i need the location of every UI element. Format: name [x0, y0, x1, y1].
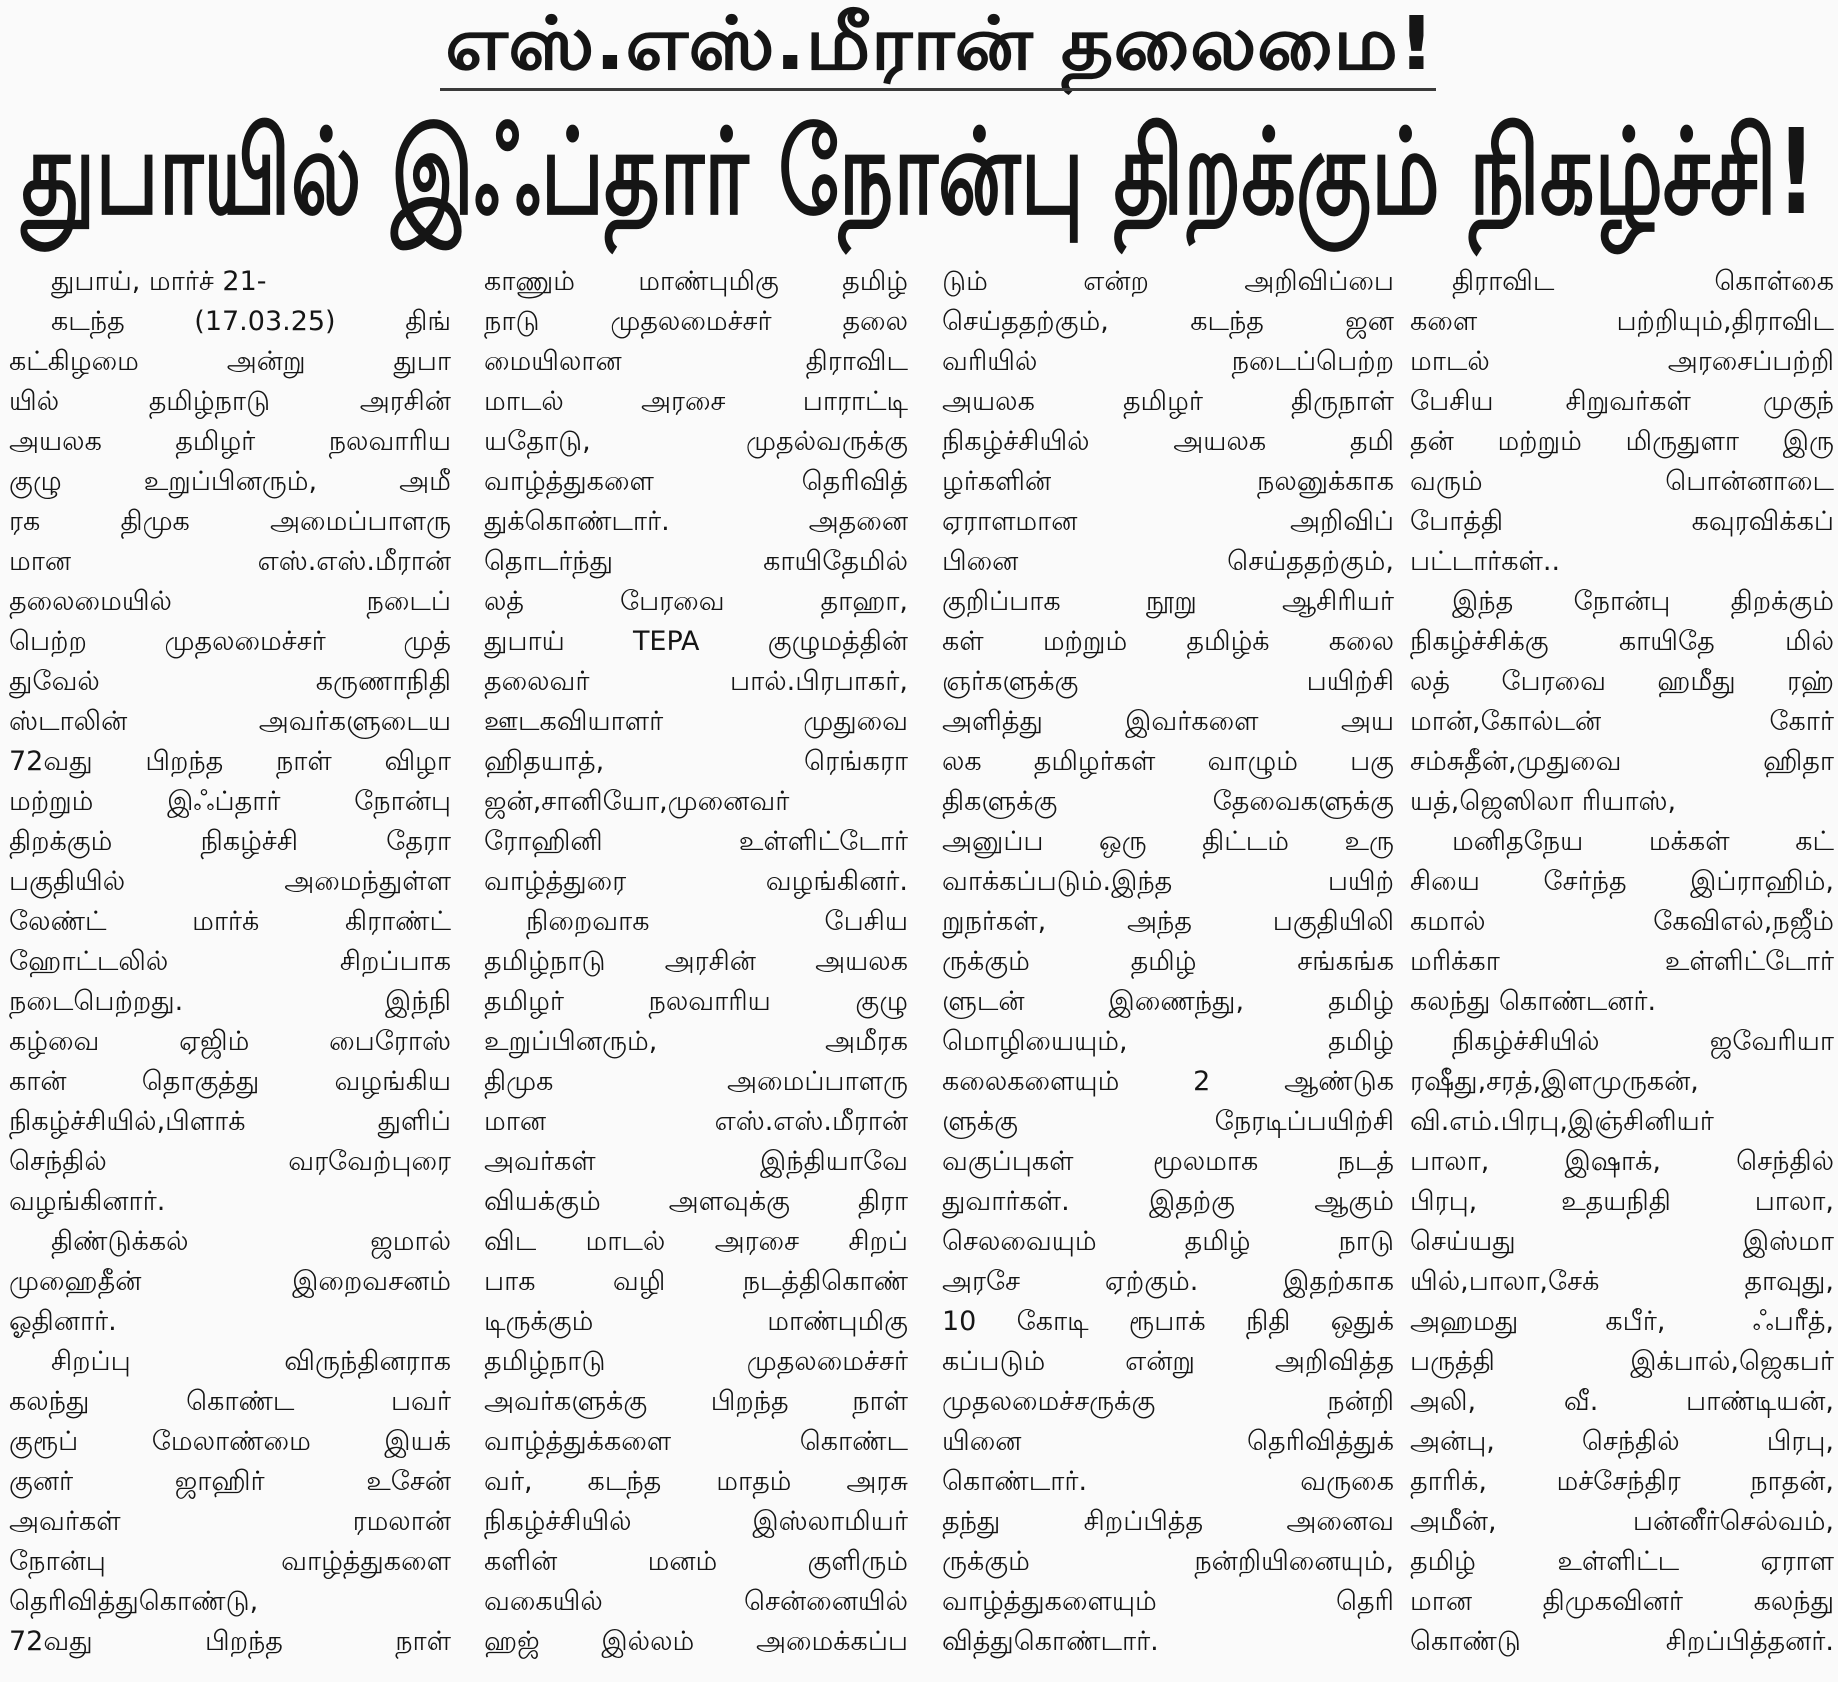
text-line: ஜன்,சானியோ,முனைவர் [484, 786, 790, 817]
text-line: குரூப் மேலாண்மை இயக் [9, 1426, 451, 1457]
text-line: பாலா, இஷாக், செந்தில் [1410, 1146, 1834, 1177]
text-line: குறிப்பாக நூறு ஆசிரியர் [942, 586, 1394, 617]
text-line: மற்றும் இஃப்தார் நோன்பு [9, 786, 451, 817]
text-line: அளித்து இவர்களை அய [942, 706, 1394, 737]
text-line: துவார்கள். இதற்கு ஆகும் [942, 1186, 1394, 1217]
text-line: தன் மற்றும் மிருதுளா இரு [1410, 426, 1834, 457]
text-line: நிகழ்ச்சியில் அயலக தமி [942, 426, 1394, 457]
text-line: ஸ்டாலின் அவர்களுடைய [9, 706, 451, 737]
text-line: பேசிய சிறுவர்கள் முகுந் [1410, 386, 1834, 417]
text-line: துபாய் TEPA குழுமத்தின் [484, 626, 908, 657]
text-line: இந்த நோன்பு திறக்கும் [1452, 586, 1834, 617]
text-line: கலந்து கொண்ட பவர் [9, 1386, 451, 1417]
text-line: திமுக அமைப்பாளரு [484, 1066, 908, 1097]
text-line: தலைவர் பால்.பிரபாகர், [484, 666, 908, 697]
text-line: கமால் கேவிஎல்,நஜீம் [1410, 906, 1834, 937]
text-line: அரசே ஏற்கும். இதற்காக [942, 1266, 1394, 1297]
text-line: தொடர்ந்து காயிதேமில் [484, 546, 908, 577]
text-line: திகளுக்கு தேவைகளுக்கு [942, 786, 1394, 817]
text-line: சியை சேர்ந்த இப்ராஹிம், [1410, 866, 1834, 897]
text-line: ளுக்கு நேரடிப்பயிற்சி [942, 1106, 1394, 1137]
text-line: மான எஸ்.எஸ்.மீரான் [484, 1106, 908, 1137]
text-line: வரும் பொன்னாடை [1410, 466, 1834, 497]
text-line: பாக வழி நடத்திகொண் [484, 1266, 908, 1297]
text-line: ஓதினார். [9, 1306, 117, 1337]
text-line: 72வது பிறந்த நாள் [9, 1626, 451, 1657]
text-line: வாழ்த்துகளை தெரிவித் [484, 466, 908, 497]
text-line: கப்படும் என்று அறிவித்த [942, 1346, 1394, 1377]
text-line: வரியில் நடைப்பெற்ற [942, 346, 1394, 377]
text-line: குனர் ஜாஹிர் உசேன் [9, 1466, 451, 1497]
text-line: களின் மனம் குளிரும் [484, 1546, 908, 1577]
text-line: வகுப்புகள் மூலமாக நடத் [942, 1146, 1394, 1177]
text-line: பருத்தி இக்பால்,ஜெகபர் [1410, 1346, 1834, 1377]
text-line: பட்டார்கள்.. [1410, 546, 1561, 577]
text-line: மையிலான திராவிட [484, 346, 908, 377]
text-line: களை பற்றியும்,திராவிட [1410, 306, 1834, 337]
text-line: செய்யது இஸ்மா [1410, 1226, 1834, 1257]
text-line: ஹோட்டலில் சிறப்பாக [9, 946, 451, 977]
text-line: செந்தில் வரவேற்புரை [9, 1146, 451, 1177]
article-column-4 [1410, 262, 1834, 1662]
text-line: தமிழ்நாடு முதலமைச்சர் [484, 1346, 908, 1377]
text-line: முதலமைச்சருக்கு நன்றி [942, 1386, 1394, 1417]
text-line: பிரபு, உதயநிதி பாலா, [1410, 1186, 1834, 1217]
text-line: நிகழ்ச்சியில்,பிளாக் துளிப் [9, 1106, 451, 1137]
text-line: உறுப்பினரும், அமீரக [484, 1026, 908, 1057]
text-line: வி.எம்.பிரபு,இஞ்சினியர் [1410, 1106, 1714, 1137]
text-line: துவேல் கருணாநிதி [9, 666, 451, 697]
text-line: கடந்த (17.03.25) திங் [51, 306, 451, 337]
text-line: வித்துகொண்டார். [942, 1626, 1159, 1657]
text-line: திராவிட கொள்கை [1452, 266, 1834, 297]
text-line: மாடல் அரசைப்பற்றி [1410, 346, 1834, 377]
text-line: 10 கோடி ரூபாக் நிதி ஒதுக் [942, 1306, 1394, 1337]
text-line: மனிதநேய மக்கள் கட் [1452, 826, 1834, 857]
text-line: திறக்கும் நிகழ்ச்சி தேரா [9, 826, 451, 857]
text-line: வாழ்த்துரை வழங்கினர். [484, 866, 908, 897]
text-line: அவர்கள் ரமலான் [9, 1506, 451, 1537]
text-line: ரோஹினி உள்ளிட்டோர் [484, 826, 908, 857]
text-line: மாடல் அரசை பாராட்டி [484, 386, 908, 417]
text-line: முஹைதீன் இறைவசனம் [9, 1266, 451, 1297]
text-line: கொண்டார். வருகை [942, 1466, 1394, 1497]
text-line: லக தமிழர்கள் வாழும் பகு [942, 746, 1394, 777]
text-line: கலைகளையும் 2 ஆண்டுக [942, 1066, 1394, 1097]
text-line: கழ்வை ஏஜிம் பைரோஸ் [9, 1026, 451, 1057]
text-line: ளுடன் இணைந்து, தமிழ் [942, 986, 1394, 1017]
text-line: பெற்ற முதலமைச்சர் முத் [9, 626, 451, 657]
text-line: தலைமையில் நடைப் [9, 586, 451, 617]
text-line: போத்தி கவுரவிக்கப் [1410, 506, 1834, 537]
text-line: அஹமது கபீர், ஃபரீத், [1410, 1306, 1834, 1337]
text-line: அவர்கள் இந்தியாவே [484, 1146, 908, 1177]
text-line: அவர்களுக்கு பிறந்த நாள் [484, 1386, 908, 1417]
text-line: லேண்ட் மார்க் கிராண்ட் [9, 906, 451, 937]
text-line: சிறப்பு விருந்தினராக [51, 1346, 451, 1377]
text-line: தெரிவித்துகொண்டு, [9, 1586, 259, 1617]
text-line: தமிழ்நாடு அரசின் அயலக [484, 946, 908, 977]
text-line: யினை தெரிவித்துக் [942, 1426, 1394, 1457]
text-line: அயலக தமிழர் திருநாள் [942, 386, 1394, 417]
text-line: தமிழ் உள்ளிட்ட ஏராள [1410, 1546, 1834, 1577]
text-line: வாழ்த்துகளையும் தெரி [942, 1586, 1394, 1617]
text-line: தமிழர் நலவாரிய குழு [484, 986, 908, 1017]
text-line: நாடு முதலமைச்சர் தலை [484, 306, 908, 337]
text-line: சம்சுதீன்,முதுவை ஹிதா [1410, 746, 1834, 777]
dateline: துபாய், மார்ச் 21- [51, 266, 267, 297]
text-line: மரிக்கா உள்ளிட்டோர் [1410, 946, 1834, 977]
text-line: ஹிதயாத், ரெங்கரா [484, 746, 908, 777]
text-line: ழர்களின் நலனுக்காக [942, 466, 1394, 497]
headline-title-container [22, 96, 1816, 248]
text-line: அன்பு, செந்தில் பிரபு, [1410, 1426, 1834, 1457]
text-line: லத் பேரவை ஹமீது ரஹ் [1410, 666, 1834, 697]
text-line: ரஷீது,சரத்,இளமுருகன், [1410, 1066, 1699, 1097]
headline-kicker-container [445, 2, 1435, 86]
text-line: கள் மற்றும் தமிழ்க் கலை [942, 626, 1394, 657]
text-line: ஊடகவியாளர் முதுவை [484, 706, 908, 737]
text-line: ருக்கும் தமிழ் சங்கங்க [942, 946, 1394, 977]
text-line: மான எஸ்.எஸ்.மீரான் [9, 546, 451, 577]
text-line: மான திமுகவினர் கலந்து [1410, 1586, 1834, 1617]
article-column-2 [484, 262, 908, 1662]
text-line: செய்ததற்கும், கடந்த ஜன [942, 306, 1394, 337]
article-column-3 [942, 262, 1394, 1662]
text-line: நடைபெற்றது. இந்நி [9, 986, 451, 1017]
text-line: அலி, வீ. பாண்டியன், [1410, 1386, 1834, 1417]
headline-kicker: எஸ்.எஸ்.மீரான் தலைமை! [445, 1, 1435, 87]
text-line: குழு உறுப்பினரும், அமீ [9, 466, 451, 497]
text-line: மொழியையும், தமிழ் [942, 1026, 1394, 1057]
text-line: றுநர்கள், அந்த பகுதியிலி [942, 906, 1394, 937]
text-line: ஏராளமான அறிவிப் [942, 506, 1394, 537]
text-line: கலந்து கொண்டனர். [1410, 986, 1657, 1017]
text-line: கான் தொகுத்து வழங்கிய [9, 1066, 451, 1097]
text-line: டிருக்கும் மாண்புமிகு [484, 1306, 908, 1337]
text-line: டும் என்ற அறிவிப்பை [942, 266, 1394, 297]
text-line: தாரிக், மச்சேந்திர நாதன், [1410, 1466, 1834, 1497]
text-line: கட்கிழமை அன்று துபா [9, 346, 451, 377]
text-line: நிறைவாக பேசிய [526, 906, 908, 937]
text-line: 72வது பிறந்த நாள் விழா [9, 746, 451, 777]
text-line: திண்டுக்கல் ஜமால் [51, 1226, 451, 1257]
text-line: ரக திமுக அமைப்பாளரு [9, 506, 451, 537]
text-line: ஞர்களுக்கு பயிற்சி [942, 666, 1394, 697]
text-line: லத் பேரவை தாஹா, [484, 586, 908, 617]
text-line: மான்,கோல்டன் கோர் [1410, 706, 1834, 737]
text-line: நிகழ்ச்சிக்கு காயிதே மில் [1410, 626, 1834, 657]
text-line: ருக்கும் நன்றியினையும், [942, 1546, 1394, 1577]
text-line: வாக்கப்படும்.இந்த பயிற் [942, 866, 1394, 897]
text-line: நோன்பு வாழ்த்துகளை [9, 1546, 451, 1577]
text-line: யதோடு, முதல்வருக்கு [484, 426, 908, 457]
text-line: ஹஜ் இல்லம் அமைக்கப்ப [484, 1626, 908, 1657]
text-line: வியக்கும் அளவுக்கு திரா [484, 1186, 908, 1217]
text-line: பகுதியில் அமைந்துள்ள [9, 866, 451, 897]
text-line: கொண்டு சிறப்பித்தனர். [1410, 1626, 1834, 1657]
text-line: வகையில் சென்னையில் [484, 1586, 908, 1617]
headline-title: துபாயில் இஃப்தார் நோன்பு திறக்கும் நிகழ்ச்சி! [21, 103, 1817, 241]
text-line: வாழ்த்துக்களை கொண்ட [484, 1426, 908, 1457]
text-line: யத்,ஜெஸிலா ரியாஸ், [1410, 786, 1677, 817]
text-line: யில் தமிழ்நாடு அரசின் [9, 386, 451, 417]
text-line: பினை செய்ததற்கும், [942, 546, 1394, 577]
text-line: அயலக தமிழர் நலவாரிய [9, 426, 451, 457]
text-line: யில்,பாலா,சேக் தாவுது, [1410, 1266, 1834, 1297]
text-line: தந்து சிறப்பித்த அனைவ [942, 1506, 1394, 1537]
text-line: அனுப்ப ஒரு திட்டம் உரு [942, 826, 1394, 857]
text-line: துக்கொண்டார். அதனை [484, 506, 908, 537]
text-line: காணும் மாண்புமிகு தமிழ் [484, 266, 908, 297]
article-column-1 [9, 262, 451, 1662]
text-line: நிகழ்ச்சியில் ஜவேரியா [1452, 1026, 1834, 1057]
text-line: விட மாடல் அரசை சிறப் [484, 1226, 908, 1257]
headline-underline [440, 88, 1436, 91]
text-line: அமீன், பன்னீர்செல்வம், [1410, 1506, 1834, 1537]
text-line: வழங்கினார். [9, 1186, 166, 1217]
text-line: செலவையும் தமிழ் நாடு [942, 1226, 1394, 1257]
text-line: வர், கடந்த மாதம் அரசு [484, 1466, 908, 1497]
text-line: நிகழ்ச்சியில் இஸ்லாமியர் [484, 1506, 908, 1537]
